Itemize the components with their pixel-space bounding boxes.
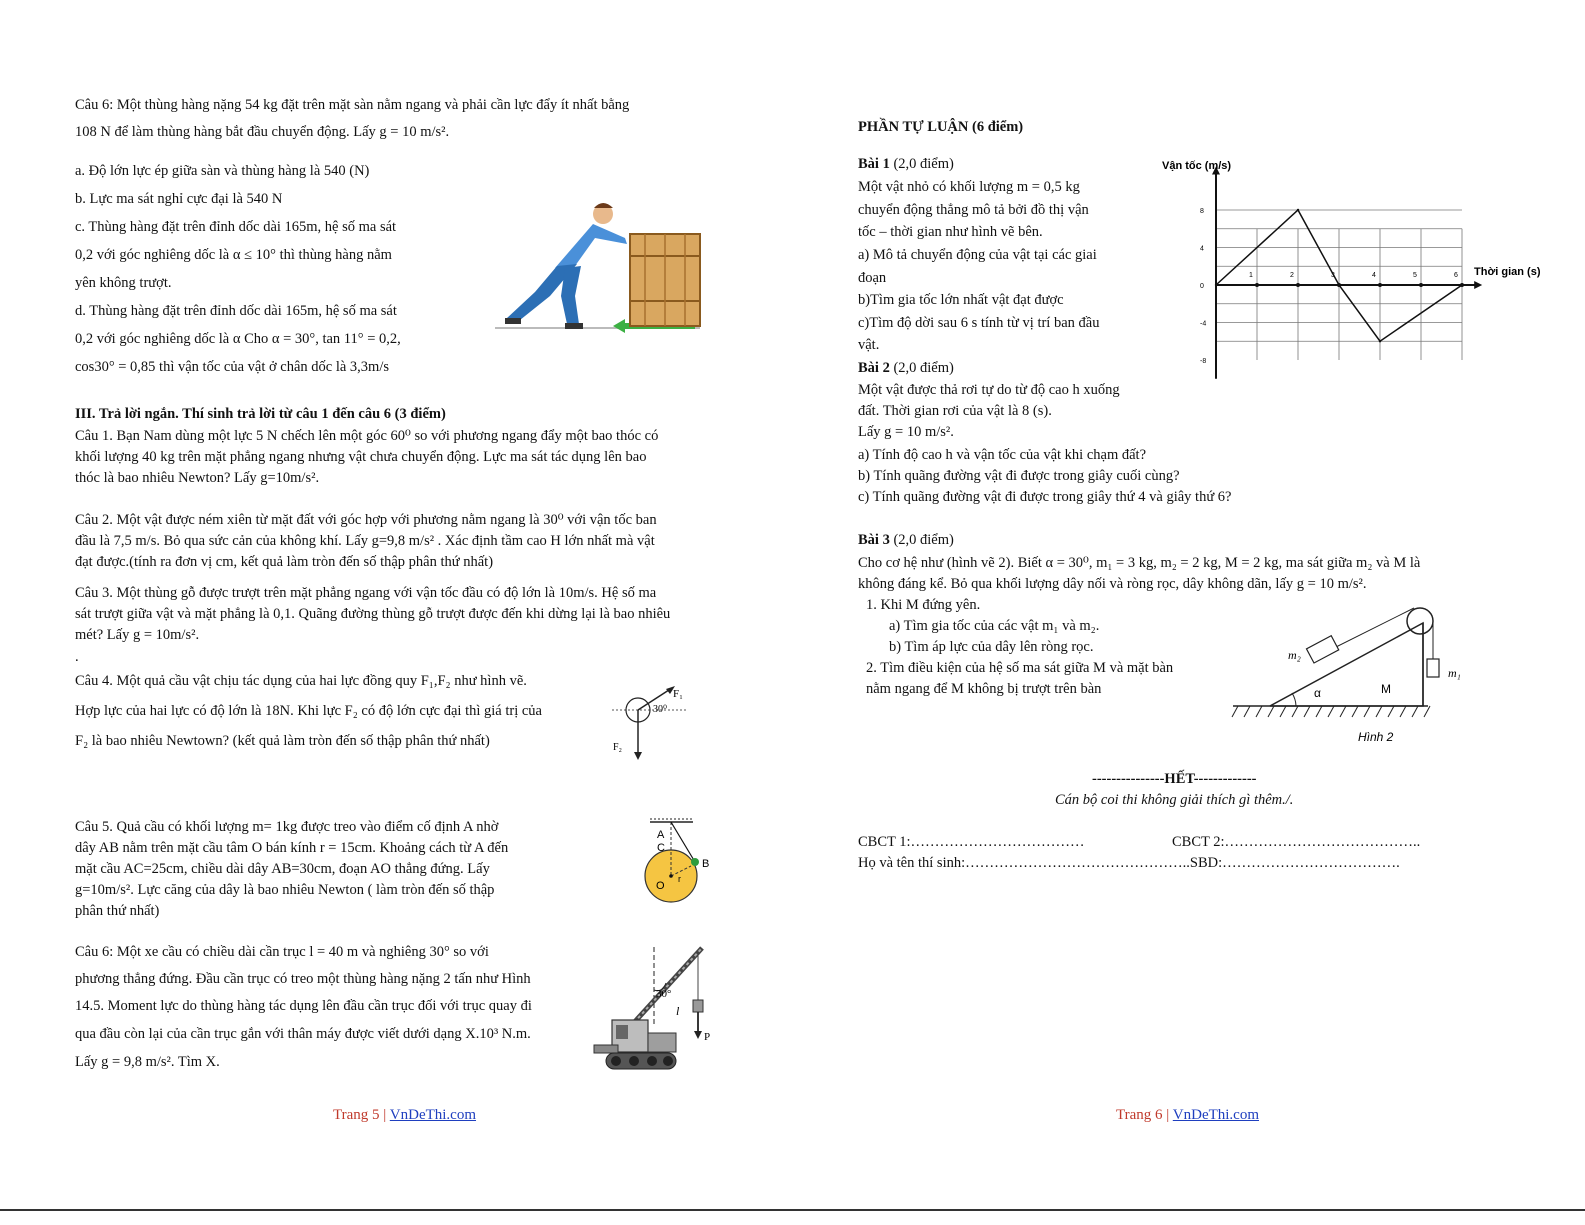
- q6-option-b: b. Lực ma sát nghỉ cực đại là 540 N: [75, 191, 283, 207]
- x-tick-label: 2: [1290, 272, 1294, 279]
- q6-option-a: a. Độ lớn lực ép giữa sàn và thùng hàng là 540 (N): [75, 163, 370, 179]
- q6-option-d-2: 0,2 với góc nghiêng dốc là α Cho α = 30°, tan 11° = 0,2,: [75, 331, 401, 347]
- bai3-line-7: nằm ngang để M không bị trượt trên bàn: [866, 681, 1102, 697]
- q6-option-c-2: 0,2 với góc nghiêng dốc là α ≤ 10° thì thùng hàng nằm: [75, 247, 392, 263]
- y-tick-label: 0: [1200, 283, 1204, 290]
- q4-line-3: F₂ là bao nhiêu Newtown? (kết quả làm tròn đến số thập phân thứ nhất): [75, 733, 490, 749]
- bai3-line-3: 1. Khi M đứng yên.: [866, 597, 981, 613]
- q4-line-2: Hợp lực của hai lực có độ lớn là 18N. Khi lực F₂ có độ lớn cực đại thì giá trị của: [75, 703, 542, 719]
- bai1-line-8: vật.: [858, 337, 880, 353]
- bai1-line-2: chuyển động thẳng mô tả bởi đồ thị vận: [858, 202, 1089, 218]
- q5-label-o: O: [656, 880, 665, 892]
- q5-label-r: r: [678, 874, 681, 884]
- q2-line-1: Câu 2. Một vật được ném xiên từ mặt đất với góc hợp với phương nằm ngang là 30⁰ với vận tốc ban: [75, 512, 657, 528]
- velocity-data-point: [1297, 209, 1299, 211]
- x-tick-label: 1: [1249, 272, 1253, 279]
- footer-left-page: Trang 5 |: [333, 1107, 390, 1123]
- crane-length-label: l: [676, 1004, 680, 1018]
- q4-f2-label: F₂: [613, 742, 623, 753]
- cbct-2: CBCT 2:…………………………………..: [1172, 834, 1421, 850]
- chart-x-axis-label: Thời gian (s): [1474, 266, 1541, 278]
- bai3-points: (2,0 điểm): [889, 532, 954, 548]
- q6b-line-4: qua đầu còn lại của cần trục gắn với thân máy được viết dưới dạng X.10³ N.m.: [75, 1026, 531, 1042]
- bai2-points: (2,0 điểm): [889, 360, 954, 376]
- q5-line-3: mặt cầu AC=25cm, chiều dài dây AB=30cm, đoạn AO thẳng đứng. Lấy: [75, 861, 490, 877]
- x-tick-mark: [1296, 283, 1300, 287]
- bai3-title: [858, 531, 954, 549]
- fig2-m2-label: m₂: [1288, 648, 1301, 662]
- q6-option-d-3: cos30° = 0,85 thì vận tốc của vật ở chân dốc là 3,3m/s: [75, 359, 389, 375]
- bai1-title: [858, 155, 954, 173]
- velocity-time-chart: [1160, 155, 1550, 385]
- velocity-data-point: [1461, 284, 1463, 286]
- bai1-line-1: Một vật nhỏ có khối lượng m = 0,5 kg: [858, 179, 1080, 195]
- footer-right: [1116, 1107, 1259, 1124]
- fig2-M-label: M: [1381, 682, 1391, 696]
- q2-line-2: đầu là 7,5 m/s. Bỏ qua sức cản của không khí. Lấy g=9,8 m/s² . Xác định tầm cao H lớn nhất mà vật: [75, 533, 655, 549]
- figure-2-incline-pulley: [1228, 595, 1478, 745]
- bai2-title-bold: Bài 2: [858, 360, 890, 376]
- q6-option-c-3: yên không trượt.: [75, 275, 172, 291]
- bai3-line-1: Cho cơ hệ như (hình vẽ 2). Biết α = 30⁰, m₁ = 3 kg, m₂ = 2 kg, M = 2 kg, ma sát giữa m₂ và M là: [858, 555, 1421, 571]
- y-tick-label: 8: [1200, 208, 1204, 215]
- bai2-line-1: Một vật được thả rơi tự do từ độ cao h xuống: [858, 382, 1120, 398]
- x-tick-mark: [1378, 283, 1382, 287]
- q3-line-2: sát trượt giữa vật và mặt phẳng là 0,1. Quãng đường thùng gỗ trượt được đến khi dừng lại là bao nhiêu: [75, 606, 671, 622]
- bai2-title: [858, 359, 954, 377]
- footer-left: [333, 1107, 476, 1124]
- y-tick-label: -8: [1200, 358, 1207, 365]
- q6b-line-2: phương thẳng đứng. Đầu cần trục có treo một thùng hàng nặng 2 tấn như Hình: [75, 971, 531, 987]
- cbct-1: CBCT 1:………………………………: [858, 834, 1085, 850]
- bai3-line-4: a) Tìm gia tốc của các vật m₁ và m₂.: [889, 618, 1100, 634]
- q6-option-d-1: d. Thùng hàng đặt trên đỉnh dốc dài 165m, hệ số ma sát: [75, 303, 397, 319]
- bai3-line-2: không đáng kể. Bỏ qua khối lượng dây nối và ròng rọc, dây không dãn, lấy g = 10 m/s².: [858, 576, 1367, 592]
- pushing-crate-illustration: [495, 196, 705, 341]
- q6b-line-5: Lấy g = 9,8 m/s². Tìm X.: [75, 1054, 220, 1070]
- footer-right-page: Trang 6 |: [1116, 1107, 1173, 1123]
- q3-stray-dot: .: [75, 649, 79, 665]
- velocity-data-point: [1379, 340, 1381, 342]
- bai2-line-5: b) Tính quãng đường vật đi được trong giây cuối cùng?: [858, 468, 1180, 484]
- q6-option-c-1: c. Thùng hàng đặt trên đỉnh dốc dài 165m, hệ số ma sát: [75, 219, 397, 235]
- candidate-name-sbd: Họ và tên thí sinh:………………………………………..SBD:……………………………….: [858, 855, 1400, 871]
- y-tick-label: 4: [1200, 245, 1204, 253]
- q4-f1-label: F₁: [673, 688, 683, 700]
- q6-line-2: 108 N để làm thùng hàng bắt đầu chuyển động. Lấy g = 10 m/s².: [75, 124, 450, 140]
- bai2-line-2: đất. Thời gian rơi của vật là 8 (s).: [858, 403, 1052, 419]
- q4-force-diagram: [600, 680, 700, 765]
- bai1-line-6: b)Tìm gia tốc lớn nhất vật đạt được: [858, 292, 1064, 308]
- q3-line-3: mét? Lấy g = 10m/s².: [75, 627, 200, 643]
- x-tick-label: 4: [1372, 272, 1376, 279]
- q6-line-1: Câu 6: Một thùng hàng nặng 54 kg đặt trên mặt sàn nằm ngang và phải cần lực đẩy ít nhất bằng: [75, 97, 630, 113]
- q5-line-2: dây AB nằm trên mặt cầu tâm O bán kính r = 15cm. Khoảng cách từ A đến: [75, 840, 509, 856]
- essay-heading: PHẦN TỰ LUẬN (6 điểm): [858, 119, 1024, 135]
- bai1-points: (2,0 điểm): [889, 156, 954, 172]
- q5-label-a: A: [657, 829, 665, 841]
- fig2-m1-label: m₁: [1448, 666, 1461, 680]
- crane-weight-label: P: [704, 1031, 711, 1043]
- q6b-line-1: Câu 6: Một xe cầu có chiều dài cần trục l = 40 m và nghiêng 30° so với: [75, 944, 489, 960]
- bai1-line-5: đoạn: [858, 270, 887, 286]
- q2-line-3: đạt được.(tính ra đơn vị cm, kết quả làm tròn đến số thập phân thứ nhất): [75, 554, 494, 570]
- velocity-data-point: [1215, 284, 1217, 286]
- crane-angle-label: 30°: [656, 988, 672, 1000]
- q5-line-5: phân thứ nhất): [75, 903, 160, 919]
- x-tick-mark: [1255, 283, 1259, 287]
- x-tick-mark: [1419, 283, 1423, 287]
- x-tick-label: 5: [1413, 272, 1417, 279]
- bai1-line-7: c)Tìm độ dời sau 6 s tính từ vị trí ban đầu: [858, 315, 1100, 331]
- bai1-line-4: a) Mô tả chuyển động của vật tại các giai: [858, 247, 1097, 263]
- q1-line-3: thóc là bao nhiêu Newton? Lấy g=10m/s².: [75, 470, 320, 486]
- fig2-alpha-label: α: [1314, 686, 1321, 700]
- x-tick-label: 3: [1331, 272, 1335, 279]
- bai1-title-bold: Bài 1: [858, 156, 890, 172]
- q5-label-b: B: [702, 858, 710, 870]
- end-marker: ---------------HẾT-------------: [1092, 771, 1257, 787]
- q3-line-1: Câu 3. Một thùng gỗ được trượt trên mặt phẳng ngang với vận tốc đầu có độ lớn là 10m/s. Hệ số ma: [75, 585, 657, 601]
- q5-line-1: Câu 5. Quả cầu có khối lượng m= 1kg được treo vào điểm cố định A nhờ: [75, 819, 499, 835]
- fig2-caption: Hình 2: [1358, 730, 1394, 744]
- bai1-line-3: tốc – thời gian như hình vẽ bên.: [858, 224, 1043, 240]
- bai2-line-6: c) Tính quãng đường vật đi được trong giây thứ 4 và giây thứ 6?: [858, 489, 1232, 505]
- x-tick-label: 6: [1454, 272, 1458, 279]
- bai3-line-5: b) Tìm áp lực của dây lên ròng rọc.: [889, 639, 1094, 655]
- page-bottom-border: [0, 1209, 1585, 1211]
- q5-line-4: g=10m/s². Lực căng của dây là bao nhiêu Newton ( làm tròn đến số thập: [75, 882, 495, 898]
- bai2-line-3: Lấy g = 10 m/s².: [858, 424, 954, 440]
- q6b-line-3: 14.5. Moment lực do thùng hàng tác dụng lên đầu cần trục đối với trục quay đi: [75, 998, 532, 1014]
- q1-line-1: Câu 1. Bạn Nam dùng một lực 5 N chếch lên một góc 60⁰ so với phương ngang đẩy một bao thóc có: [75, 428, 659, 444]
- footer-right-link[interactable]: VnDeThi.com: [1172, 1107, 1260, 1123]
- q1-line-2: khối lượng 40 kg trên mặt phẳng ngang nhưng vật chưa chuyển động. Lực ma sát tác dụng lên bao: [75, 449, 647, 465]
- bai3-title-bold: Bài 3: [858, 532, 890, 548]
- q4-line-1: Câu 4. Một quả cầu vật chịu tác dụng của hai lực đồng quy F₁,F₂ như hình vẽ.: [75, 673, 527, 689]
- velocity-data-point: [1338, 284, 1340, 286]
- crane-illustration: [592, 945, 722, 1077]
- x-axis-arrow: [1474, 281, 1482, 289]
- q5-label-c: C: [657, 842, 665, 854]
- q4-angle-label: 30⁰: [653, 704, 668, 715]
- bai2-line-4: a) Tính độ cao h và vận tốc của vật khi chạm đất?: [858, 447, 1147, 463]
- y-tick-label: -4: [1200, 320, 1207, 328]
- q5-sphere-diagram: [635, 818, 725, 908]
- section-3-heading: III. Trả lời ngắn. Thí sinh trả lời từ câu 1 đến câu 6 (3 điểm): [75, 406, 446, 422]
- chart-y-axis-label: Vận tốc (m/s): [1162, 160, 1232, 172]
- proctor-note: Cán bộ coi thi không giải thích gì thêm./.: [1055, 792, 1294, 808]
- footer-left-link[interactable]: VnDeThi.com: [389, 1107, 477, 1123]
- bai3-line-6: 2. Tìm điều kiện của hệ số ma sát giữa M và mặt bàn: [866, 660, 1174, 676]
